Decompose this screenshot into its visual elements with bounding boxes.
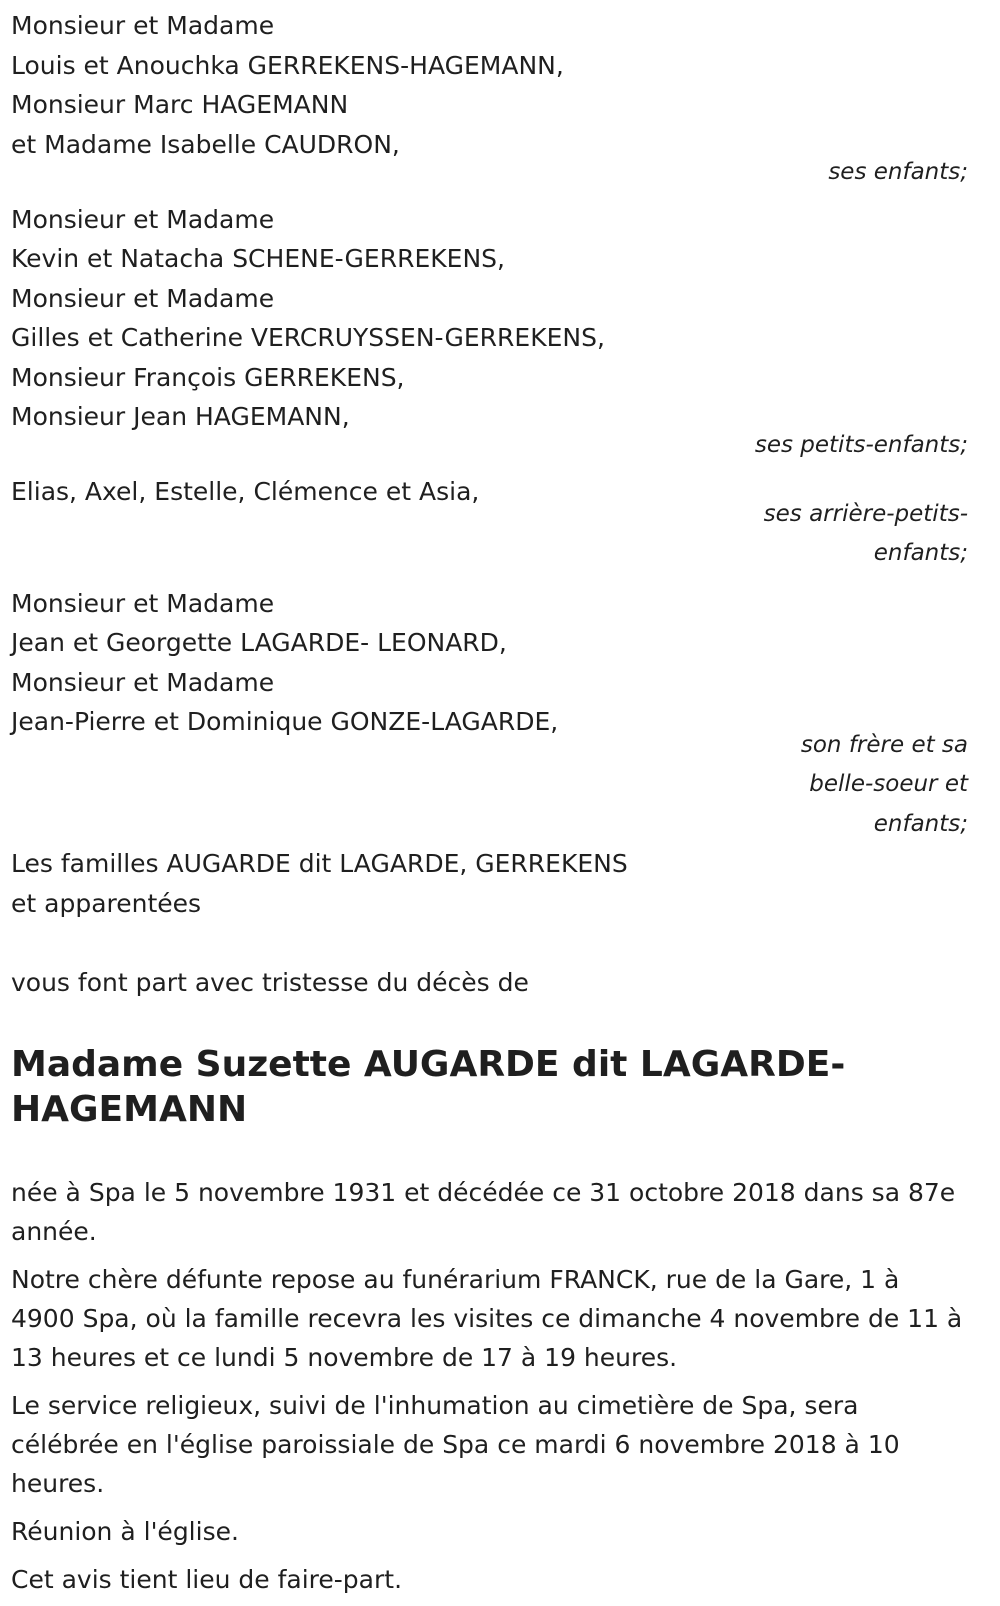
relation-line: enfants; — [873, 810, 968, 837]
families-line: Les familles AUGARDE dit LAGARDE, GERREKENS — [11, 849, 628, 878]
relation-line: belle-soeur et — [809, 771, 968, 797]
families-line: et apparentées — [11, 888, 202, 918]
family-line: Monsieur François GERREKENS, — [11, 362, 405, 392]
family-line: Monsieur et Madame — [11, 667, 275, 697]
notice-paragraph: Cet avis tient lieu de faire-part. — [11, 1564, 403, 1594]
deceased-name-line: Madame Suzette AUGARDE dit LAGARDE- — [11, 1043, 846, 1085]
family-line: Elias, Axel, Estelle, Clémence et Asia, — [11, 477, 480, 506]
family-group-sibling — [11, 584, 968, 845]
family-line: Monsieur et Madame — [11, 204, 275, 234]
family-group-grandchildren — [11, 200, 968, 466]
relation-line: enfants; — [873, 540, 968, 566]
family-line: Kevin et Natacha SCHENE-GERREKENS, — [11, 244, 505, 273]
family-line: Monsieur Marc HAGEMANN — [11, 90, 349, 119]
relation-line: ses petits-enfants; — [754, 431, 968, 458]
service-paragraph: Le service religieux, suivi de l'inhumation au cimetière de Spa, sera célébrée en l'église paroissiale de Spa ce mardi 6 novembre 2018 à 10 heures. — [11, 1390, 900, 1498]
family-line: Monsieur et Madame — [11, 283, 275, 313]
families-block — [11, 844, 968, 923]
announcement-text: vous font part avec tristesse du décès de — [11, 968, 529, 997]
deceased-name — [11, 1042, 968, 1132]
family-line: et Madame Isabelle CAUDRON, — [11, 129, 400, 159]
birth-death-paragraph: née à Spa le 5 novembre 1931 et décédée ce 31 octobre 2018 dans sa 87e année. — [11, 1177, 956, 1246]
family-line: Monsieur Jean HAGEMANN, — [11, 402, 350, 431]
gathering-paragraph: Réunion à l'église. — [11, 1516, 239, 1546]
family-line: Monsieur et Madame — [11, 11, 275, 40]
funerarium-paragraph: Notre chère défunte repose au funérarium FRANCK, rue de la Gare, 1 à 4900 Spa, où la famille recevra les visites ce dimanche 4 novembre de 11 à 13 heures et ce lundi 5 novembre de 17 à 19 heures. — [11, 1264, 963, 1372]
family-group-children — [11, 6, 968, 193]
relation-line: ses arrière-petits- — [763, 500, 968, 527]
deceased-name-line: HAGEMANN — [11, 1088, 248, 1130]
relation-line: ses enfants; — [828, 159, 968, 185]
family-line: Jean et Georgette LAGARDE- LEONARD, — [11, 628, 507, 657]
relation-label — [11, 726, 968, 845]
relation-line: son frère et sa — [800, 731, 968, 758]
family-line: Louis et Anouchka GERREKENS-HAGEMANN, — [11, 50, 564, 80]
family-line: Monsieur et Madame — [11, 588, 275, 618]
family-line: Gilles et Catherine VERCRUYSSEN-GERREKENS, — [11, 323, 605, 352]
family-group-great-grandchildren — [11, 472, 968, 574]
family-line: Jean-Pierre et Dominique GONZE-LAGARDE, — [11, 707, 559, 736]
